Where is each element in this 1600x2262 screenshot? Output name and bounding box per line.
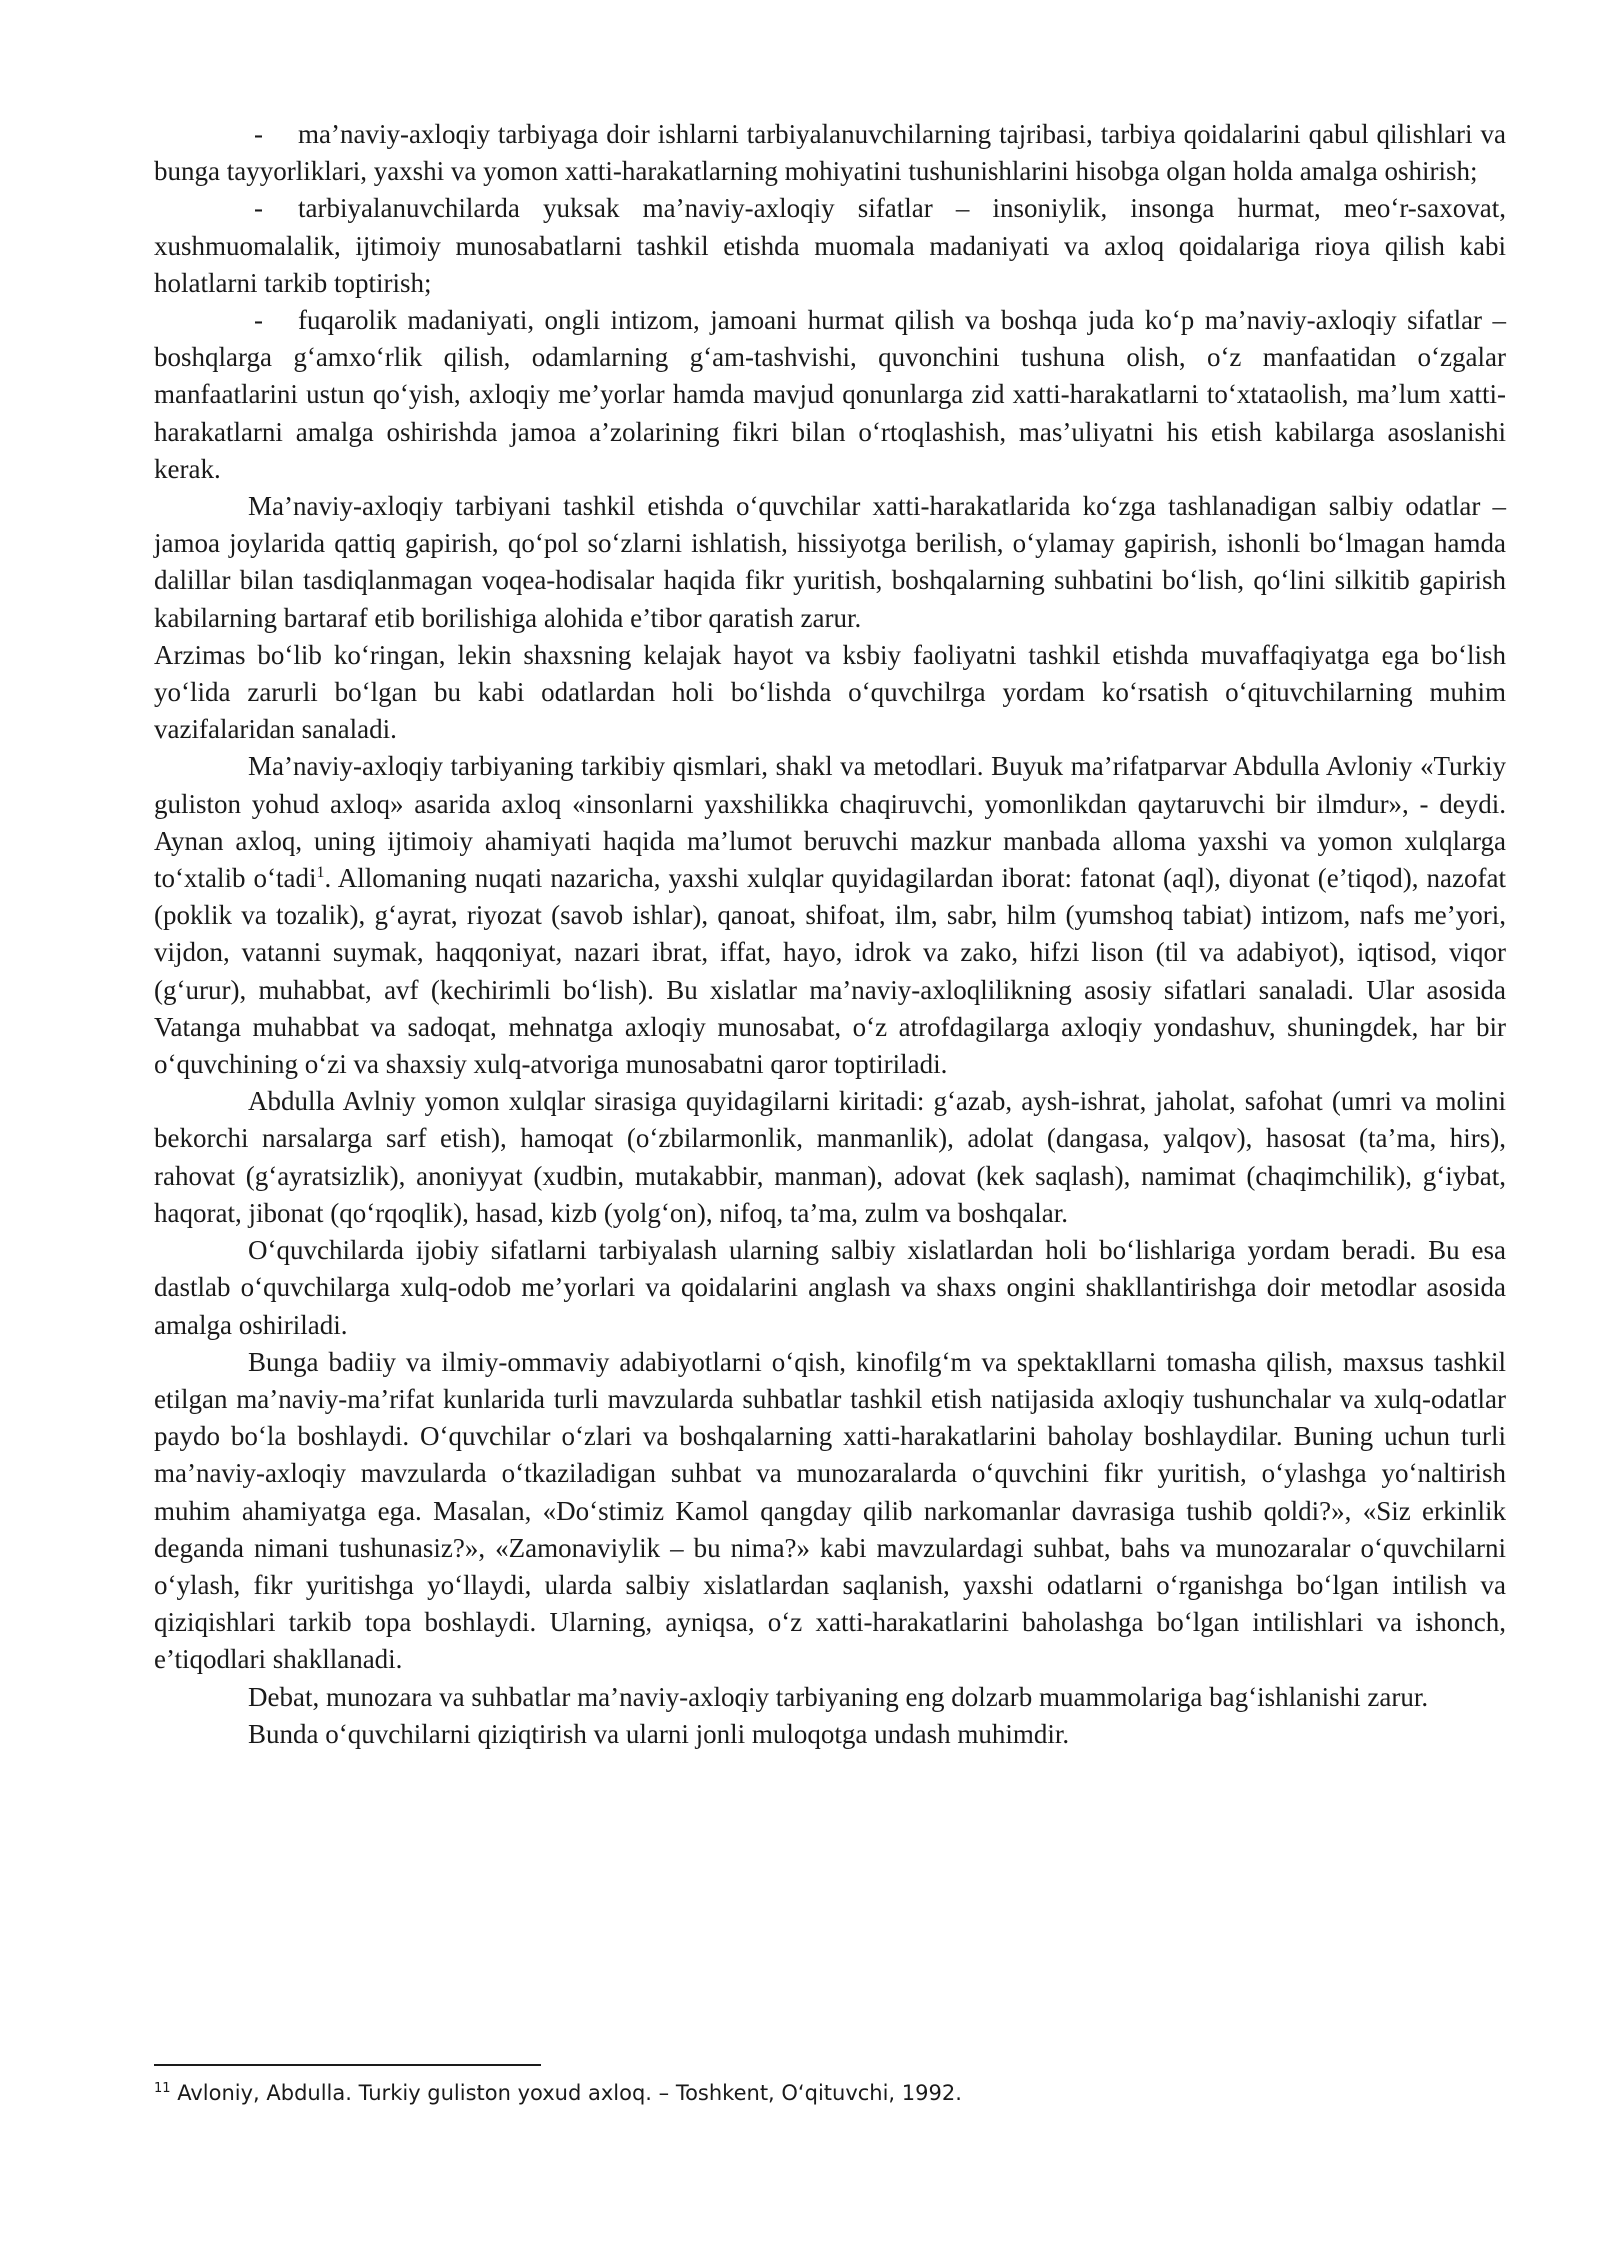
paragraph-text: . Allomaning nuqati nazaricha, yaxshi xulqlar quyidagilardan iborat: fatonat (aql), diyonat (e’tiqod), nazofat (poklik va tozalik), g‘ayrat, riyozat (savob ishlar), qanoat, shifoat, ilm, sabr, hilm (yumshoq tabiat) intizom, nafs me’yori, vijdon, vatanni suymak, haqqoniyat, nazari ibrat, iffat, hayo, idrok va zako, hifzi lison (til va adabiyot), iqtisod, viqor (g‘urur), muhabbat, avf (kechirimli bo‘lish). Bu xislatlar ma’naviy-axloqlilikning asosiy sifatlari sanaladi. Ular asosida Vatanga muhabbat va sadoqat, mehnatga axloqiy munosabat, o‘z atrofdagilarga axloqiy yondashuv, shuningdek, har bir o‘quvchining o‘zi va shaxsiy xulq-atvoriga munosabatni qaror toptiriladi. <box>154 863 1506 1080</box>
paragraph-bad-qualities: Abdulla Avlniy yomon xulqlar sirasiga quyidagilarni kiritadi: g‘azab, aysh-ishrat, jaholat, safohat (umri va molini bekorchi narsalarga sarf etish), hamoqat (o‘zbilarmonlik, manmanlik), adolat (dangasa, yalqov), hasosat (ta’ma, hirs), rahovat (g‘ayratsizlik), anoniyyat (xudbin, mutakabbir, manman), adovat (kek saqlash), namimat (chaqimchilik), g‘iybat, haqorat, jibonat (qo‘rqoqlik), hasad, kizb (yolg‘on), nifoq, ta’ma, zulm va boshqalar. <box>154 1086 1506 1228</box>
paragraph-literature-discussions: Bunga badiiy va ilmiy-ommaviy adabiyotlarni o‘qish, kinofilg‘m va spektakllarni tomasha qilish, maxsus tashkil etilgan ma’naviy-ma’rifat kunlarida turli mavzularda suhbatlar tashkil etish natijasida axloqiy tushunchalar va xulq-odatlar paydo bo‘la boshlaydi. O‘quvchilar o‘zlari va boshqalarning xatti-harakatlarini baholay boshlaydilar. Buning uchun turli ma’naviy-axloqiy mavzularda o‘tkaziladigan suhbat va munozaralarda o‘quvchini fikr yuritish, o‘ylashga yo‘naltirish muhim ahamiyatga ega. Masalan, «Do‘stimiz Kamol qangday qilib narkomanlar davrasiga tushib qoldi?», «Siz erkinlik deganda nimani tushunasiz?», «Zamonaviylik – bu nima?» kabi mavzulardagi suhbat, bahs va munozaralar o‘quvchilarni o‘ylash, fikr yuritishga yo‘llaydi, ularda salbiy xislatlardan saqlanish, yaxshi odatlarni o‘rganishga bo‘lgan intilish va qiziqishlari tarkib topa boshlaydi. Ularning, ayniqsa, o‘z xatti-harakatlarini baholashga bo‘lgan intilishlari va ishonch, e’tiqodlari shakllanadi. <box>154 1346 1506 1675</box>
list-dash: - <box>254 305 263 336</box>
paragraph-avloniy-good-qualities <box>154 748 1506 1083</box>
list-dash: - <box>254 193 263 224</box>
list-item-text: ma’naviy-axloqiy tarbiyaga doir ishlarni tarbiyalanuvchilarning tajribasi, tarbiya qoidalarini qabul qilishlari va bunga tayyorliklari, yaxshi va yomon xatti-harakatlarning mohiyatini tushunishlarini hisobga olgan holda amalga oshirish; <box>154 119 1506 187</box>
paragraph-debates: Debat, munozara va suhbatlar ma’naviy-axloqiy tarbiyaning eng dolzarb muammolariga bag‘ishlanishi zarur. <box>248 1681 1429 1712</box>
list-item <box>154 190 1506 302</box>
paragraph-negative-habits: Ma’naviy-axloqiy tarbiyani tashkil etishda o‘quvchilar xatti-harakatlarida ko‘zga tashlanadigan salbiy odatlar – jamoa joylarida qattiq gapirish, qo‘pol so‘zlarni ishlatish, hissiyotga berilish, o‘ylamay gapirish, ishonli bo‘lmagan hamda dalillar bilan tasdiqlanmagan voqea-hodisalar haqida fikr yuritish, boshqalarning suhbatini bo‘lish, qo‘lini silkitib gapirish kabilarning bartaraf etib borilishiga alohida e’tibor qaratish zarur. <box>154 491 1506 633</box>
document-body <box>154 116 1506 1753</box>
footnote-text: Avloniy, Abdulla. Turkiy guliston yoxud axloq. – Toshkent, O‘qituvchi, 1992. <box>170 2081 962 2105</box>
paragraph-conclusion: Bunda o‘quvchilarni qiziqtirish va ularni jonli muloqotga undash muhimdir. <box>248 1718 1070 1749</box>
footnote-reference[interactable]: 1 <box>316 864 325 882</box>
list-item-text: fuqarolik madaniyati, ongli intizom, jamoani hurmat qilish va boshqa juda ko‘p ma’naviy-axloqiy sifatlar – boshqlarga g‘amxo‘rlik qilish, odamlarning g‘am-tashvishi, quvonchini tushuna olish, o‘z manfaatidan o‘zgalar manfaatlarini ustun qo‘yish, axloqiy me’yorlar hamda mavjud qonunlarga zid xatti-harakatlarni to‘xtataolish, ma’lum xatti-harakatlarni amalga oshirishda jamoa a’zolarining fikri bilan o‘rtoqlashish, mas’uliyatni his etish kabilarga asoslanishi kerak. <box>154 305 1506 484</box>
list-item <box>154 116 1506 190</box>
footnote-mark: 11 <box>154 2081 171 2096</box>
footnote <box>154 2078 1506 2108</box>
list-item-text: tarbiyalanuvchilarda yuksak ma’naviy-axloqiy sifatlar – insoniylik, insonga hurmat, meo‘r-saxovat, xushmuomalalik, ijtimoiy munosabatlarni tashkil etishda muomala madaniyati va axloq qoidalariga rioya qilish kabi holatlarni tarkib toptirish; <box>154 193 1506 298</box>
list-dash: - <box>254 119 263 149</box>
footnote-separator <box>154 2064 541 2066</box>
list-item <box>154 302 1506 488</box>
paragraph-positive-qualities: O‘quvchilarda ijobiy sifatlarni tarbiyalash ularning salbiy xislatlardan holi bo‘lishlariga yordam beradi. Bu esa dastlab o‘quvchilarga xulq-odob me’yorlari va qoidalarini anglash va shaxs ongini shakllantirishga doir metodlar asosida amalga oshiriladi. <box>154 1235 1506 1340</box>
paragraph-teacher-tasks: Arzimas bo‘lib ko‘ringan, lekin shaxsning kelajak hayot va ksbiy faoliyatni tashkil etishda muvaffaqiyatga ega bo‘lish yo‘lida zarurli bo‘lgan bu kabi odatlardan holi bo‘lishda o‘quvchilrga yordam ko‘rsatish o‘qituvchilarning muhim vazifalaridan sanaladi. <box>154 639 1506 745</box>
paragraph-text: Ma’naviy-axloqiy tarbiyaning tarkibiy qismlari, shakl va metodlari. Buyuk ma’rifatparvar Abdulla Avloniy «Turkiy guliston yohud axloq» asarida axloq «insonlarni yaxshilikka chaqiruvchi, yomonlikdan qaytaruvchi bir ilmdur», - deydi. Aynan axloq, uning ijtimoiy ahamiyati haqida ma’lumot beruvchi mazkur manbada alloma yaxshi va yomon xulqlarga to‘xtalib o‘tadi <box>154 751 1506 894</box>
